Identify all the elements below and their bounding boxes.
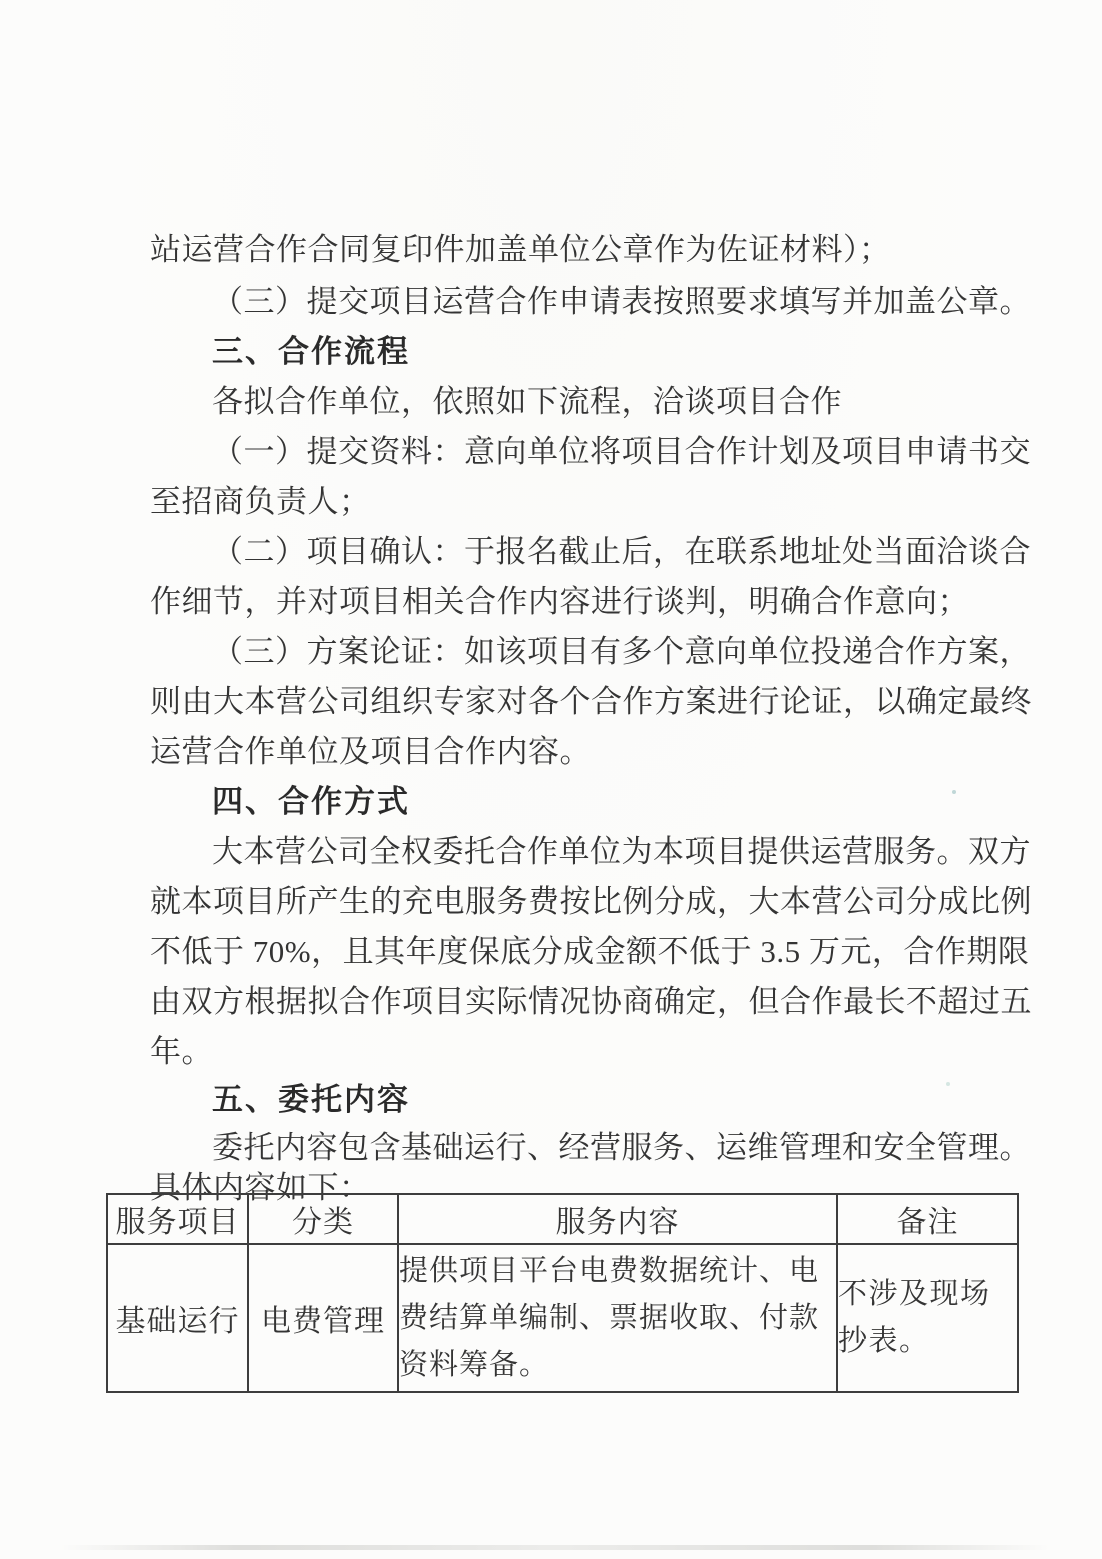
note-line: 抄表。 bbox=[838, 1325, 930, 1357]
section-heading-3: 三、合作流程 bbox=[212, 334, 410, 369]
service-content-table bbox=[106, 1193, 1019, 1393]
body-line: 大本营公司全权委托合作单位为本项目提供运营服务。双方 bbox=[212, 834, 1031, 869]
body-line: 委托内容包含基础运行、经营服务、运维管理和安全管理。 bbox=[212, 1130, 1031, 1165]
body-line: 由双方根据拟合作项目实际情况协商确定，但合作最长不超过五 bbox=[150, 984, 1032, 1019]
cell-service-content bbox=[398, 1244, 837, 1392]
service-content-line: 费结算单编制、票据收取、付款 bbox=[399, 1301, 820, 1334]
header-note: 备注 bbox=[837, 1194, 1018, 1244]
body-line: 站运营合作合同复印件加盖单位公章作为佐证材料）； bbox=[150, 232, 891, 267]
section-heading-4: 四、合作方式 bbox=[212, 784, 410, 819]
body-line: 作细节，并对项目相关合作内容进行谈判，明确合作意向； bbox=[150, 584, 969, 619]
body-line: 各拟合作单位，依照如下流程，洽谈项目合作 bbox=[212, 384, 842, 419]
service-content-line: 提供项目平台电费数据统计、电 bbox=[399, 1254, 820, 1287]
service-content-line: 资料筹备。 bbox=[399, 1348, 550, 1381]
cell-note bbox=[837, 1244, 1018, 1392]
body-line: （三）提交项目运营合作申请表按照要求填写并加盖公章。 bbox=[212, 284, 1031, 319]
cell-category: 电费管理 bbox=[248, 1244, 398, 1392]
header-category: 分类 bbox=[248, 1194, 398, 1244]
header-service-content: 服务内容 bbox=[398, 1194, 837, 1244]
body-line: 就本项目所产生的充电服务费按比例分成，大本营公司分成比例 bbox=[150, 884, 1032, 919]
header-service-item: 服务项目 bbox=[107, 1194, 248, 1244]
scan-speck bbox=[952, 790, 956, 794]
body-line: （一）提交资料：意向单位将项目合作计划及项目申请书交 bbox=[212, 434, 1031, 469]
body-line: 不低于 70%，且其年度保底分成金额不低于 3.5 万元，合作期限 bbox=[150, 934, 1030, 969]
body-line: （二）项目确认：于报名截止后，在联系地址处当面洽谈合 bbox=[212, 534, 1031, 569]
table-header-row bbox=[107, 1194, 1018, 1244]
note-line: 不涉及现场 bbox=[838, 1278, 991, 1310]
scan-artifact-streak bbox=[60, 1545, 1050, 1550]
body-line: 则由大本营公司组织专家对各个合作方案进行论证，以确定最终 bbox=[150, 684, 1032, 719]
scan-speck bbox=[946, 1082, 950, 1086]
body-line: 具体内容如下： bbox=[150, 1170, 371, 1205]
table-row bbox=[107, 1244, 1018, 1392]
body-line: 至招商负责人； bbox=[150, 484, 371, 519]
cell-service-item: 基础运行 bbox=[107, 1244, 248, 1392]
body-line: 运营合作单位及项目合作内容。 bbox=[150, 734, 591, 769]
body-line: 年。 bbox=[150, 1034, 213, 1069]
section-heading-5: 五、委托内容 bbox=[212, 1082, 410, 1117]
body-line: （三）方案论证：如该项目有多个意向单位投递合作方案， bbox=[212, 634, 1031, 669]
